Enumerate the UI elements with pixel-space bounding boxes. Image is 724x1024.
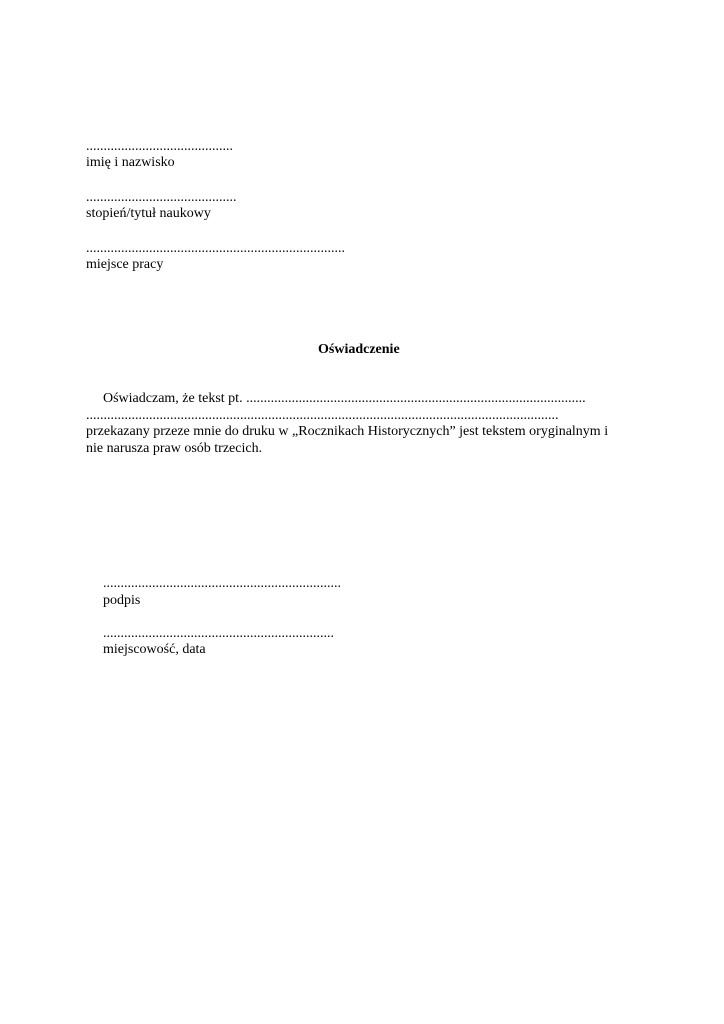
name-dots: ..........................................	[86, 139, 233, 154]
workplace-label: miejsce pracy	[86, 257, 164, 272]
degree-label: stopień/tytuł naukowy	[86, 206, 211, 221]
body-line-4: nie narusza praw osób trzecich.	[86, 441, 263, 456]
signature-label: podpis	[103, 593, 141, 608]
degree-dots: ...........................................	[86, 190, 237, 205]
place-date-dots: ..................................................................	[103, 626, 334, 641]
name-label: imię i nazwisko	[86, 155, 175, 170]
document-title: Oświadczenie	[318, 342, 400, 357]
body-line-3: przekazany przeze mnie do druku w „Rocznikach Historycznych” jest tekstem oryginalnym i	[86, 424, 609, 439]
workplace-dots: ..........................................................................	[86, 241, 345, 256]
body-line-1: Oświadczam, że tekst pt. .................................................................................................	[103, 391, 586, 406]
signature-dots: ....................................................................	[103, 576, 341, 591]
place-date-label: miejscowość, data	[103, 642, 206, 657]
body-line-2: .......................................................................................................................................	[86, 408, 559, 423]
